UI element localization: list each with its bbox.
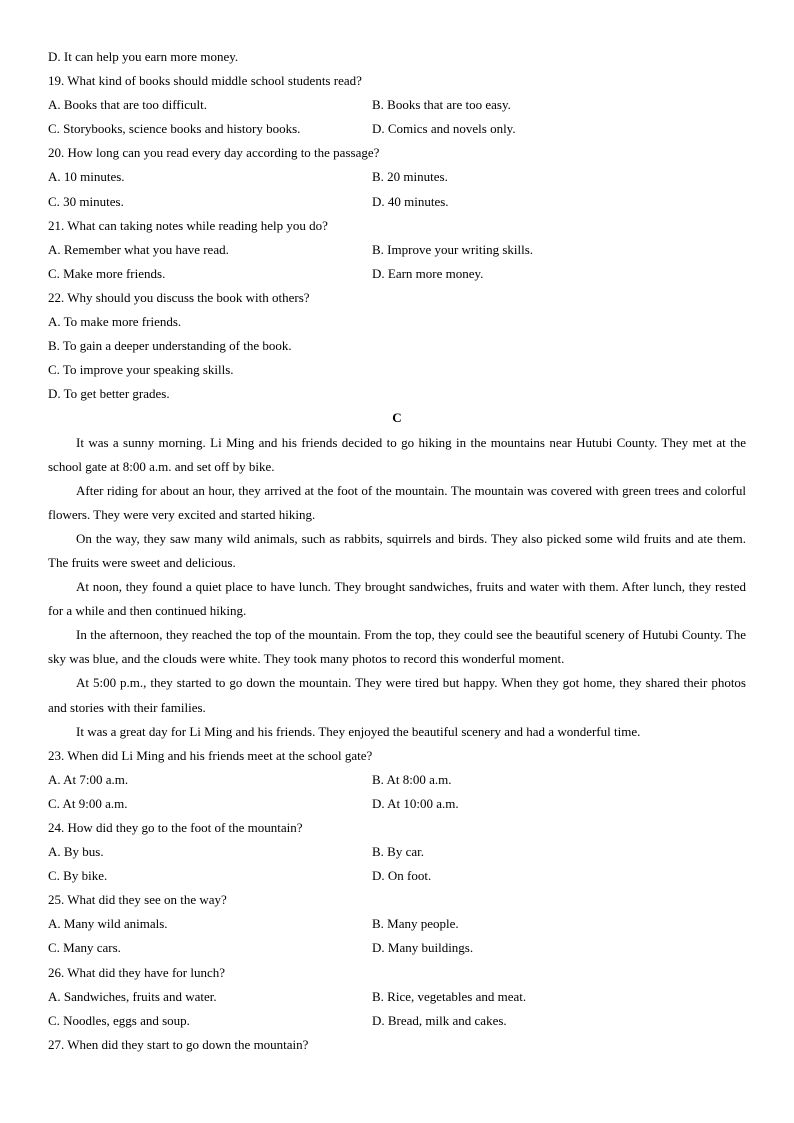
- options-row: [48, 262, 746, 286]
- option-d: D. At 10:00 a.m.: [372, 795, 459, 811]
- question-23: 23. When did Li Ming and his friends meet at the school gate?: [48, 747, 373, 763]
- question-22: 22. Why should you discuss the book with others?: [48, 289, 310, 305]
- option-b: B. Rice, vegetables and meat.: [372, 988, 527, 1004]
- options-row: [48, 936, 746, 960]
- option-a: A. Many wild animals.: [48, 916, 168, 932]
- question-20: 20. How long can you read every day according to the passage?: [48, 145, 380, 161]
- option-c: C. At 9:00 a.m.: [48, 795, 128, 811]
- passage-paragraph: In the afternoon, they reached the top of the mountain. From the top, they could see the beautiful scenery of Hutubi County. The sky was blue, and the clouds were white. They took many photos to record this wonderful moment.: [48, 627, 746, 667]
- option-b: B. Books that are too easy.: [372, 97, 511, 113]
- option-a: A. To make more friends.: [48, 314, 182, 330]
- question-19: 19. What kind of books should middle school students read?: [48, 73, 362, 89]
- option-c: C. To improve your speaking skills.: [48, 362, 234, 378]
- question-26: 26. What did they have for lunch?: [48, 964, 226, 980]
- option-c: C. Many cars.: [48, 940, 121, 956]
- option-b: B. At 8:00 a.m.: [372, 771, 452, 787]
- section-heading: C: [392, 410, 402, 426]
- option-a: A. Remember what you have read.: [48, 241, 229, 257]
- passage-paragraph: After riding for about an hour, they arrived at the foot of the mountain. The mountain was covered with green trees and colorful flowers. They were very excited and started hiking.: [48, 482, 746, 522]
- option-c: C. By bike.: [48, 868, 108, 884]
- passage-paragraph: At noon, they found a quiet place to have lunch. They brought sandwiches, fruits and water with them. After lunch, they rested for a while and then continued hiking.: [48, 579, 746, 619]
- option-a: A. By bus.: [48, 844, 104, 860]
- option-b: B. Many people.: [372, 916, 459, 932]
- options-row: [48, 93, 746, 117]
- option-a: A. Books that are too difficult.: [48, 97, 207, 113]
- options-row: [48, 985, 746, 1009]
- option-c: C. Noodles, eggs and soup.: [48, 1012, 190, 1028]
- options-row: [48, 165, 746, 189]
- option-d: D. Comics and novels only.: [372, 121, 516, 137]
- passage-paragraph: At 5:00 p.m., they started to go down the mountain. They were tired but happy. When they got home, they shared their photos and stories with their families.: [48, 675, 746, 715]
- question-25: 25. What did they see on the way?: [48, 892, 227, 908]
- option-d: D. Bread, milk and cakes.: [372, 1012, 507, 1028]
- option-a: A. Sandwiches, fruits and water.: [48, 988, 217, 1004]
- options-row: [48, 238, 746, 262]
- option-b: B. 20 minutes.: [372, 169, 448, 185]
- question-21: 21. What can taking notes while reading help you do?: [48, 217, 328, 233]
- options-row: [48, 792, 746, 816]
- option-d: D. 40 minutes.: [372, 193, 449, 209]
- passage-paragraph: It was a sunny morning. Li Ming and his friends decided to go hiking in the mountains near Hutubi County. They met at the school gate at 8:00 a.m. and set off by bike.: [48, 434, 746, 474]
- options-row: [48, 768, 746, 792]
- option-c: C. 30 minutes.: [48, 193, 124, 209]
- options-row: [48, 117, 746, 141]
- option-d: D. Many buildings.: [372, 940, 474, 956]
- option-c: C. Make more friends.: [48, 265, 166, 281]
- option-d: D. It can help you earn more money.: [48, 49, 239, 64]
- question-24: 24. How did they go to the foot of the mountain?: [48, 820, 303, 835]
- option-c: C. Storybooks, science books and history books.: [48, 121, 301, 137]
- options-row: [48, 190, 746, 214]
- option-d: D. On foot.: [372, 868, 432, 884]
- option-b: B. To gain a deeper understanding of the book.: [48, 338, 292, 354]
- option-d: D. Earn more money.: [372, 265, 484, 281]
- option-b: B. By car.: [372, 844, 424, 860]
- option-a: A. 10 minutes.: [48, 169, 125, 185]
- option-b: B. Improve your writing skills.: [372, 241, 534, 257]
- passage-paragraph: It was a great day for Li Ming and his friends. They enjoyed the beautiful scenery and had a wonderful time.: [76, 723, 641, 739]
- question-27: 27. When did they start to go down the mountain?: [48, 1036, 309, 1052]
- option-d: D. To get better grades.: [48, 386, 170, 402]
- options-row: [48, 1009, 746, 1033]
- options-row: [48, 912, 746, 936]
- passage-paragraph: On the way, they saw many wild animals, such as rabbits, squirrels and birds. They also picked some wild fruits and ate them. The fruits were sweet and delicious.: [48, 530, 746, 570]
- option-a: A. At 7:00 a.m.: [48, 771, 129, 787]
- exam-page: [48, 45, 746, 1057]
- options-row: [48, 840, 746, 864]
- options-row: [48, 864, 746, 888]
